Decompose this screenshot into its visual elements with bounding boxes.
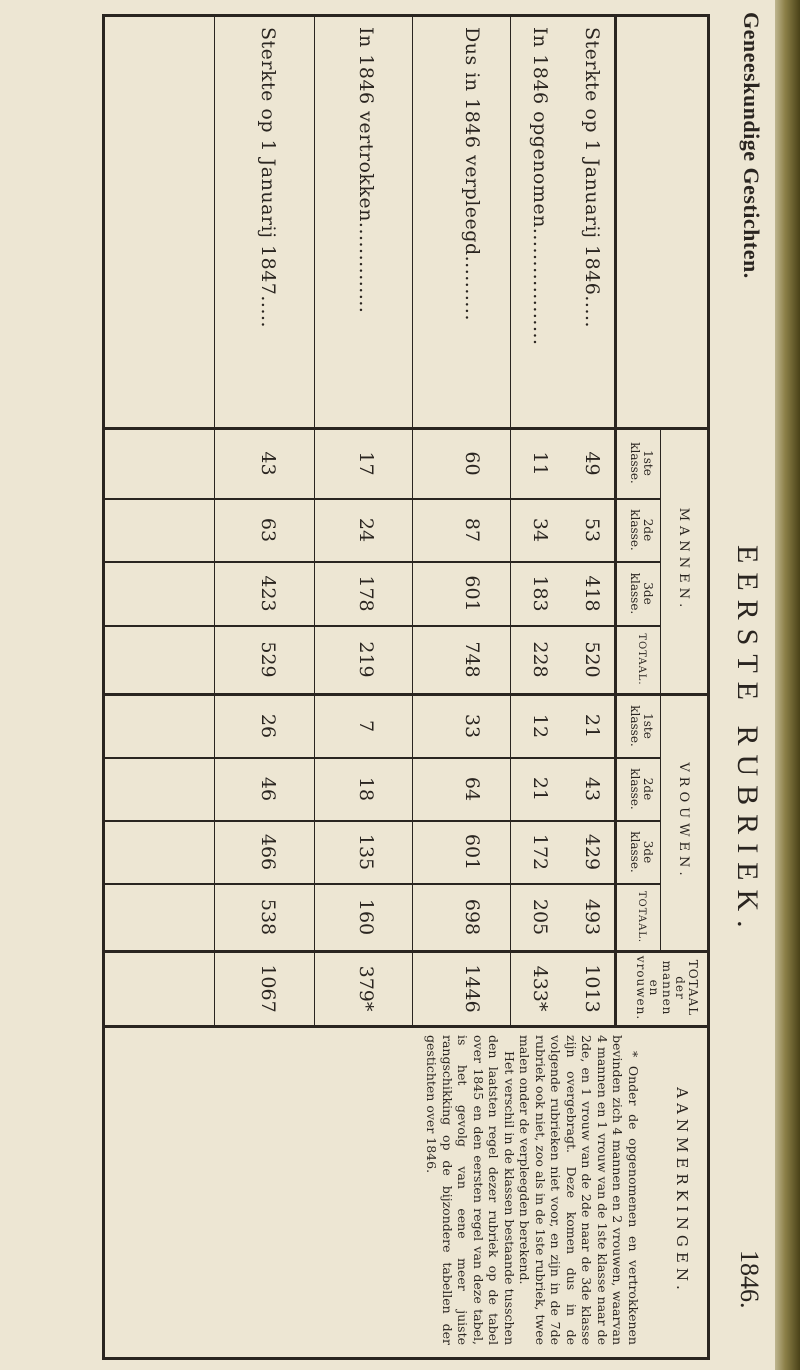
table-cell: 379* xyxy=(355,965,377,1012)
table-cell: 49 xyxy=(581,451,603,476)
aanmerkingen-notes xyxy=(424,1035,641,1345)
table-cell: 219 xyxy=(355,641,377,678)
table-cell: 24 xyxy=(355,517,377,543)
table-cell: 34 xyxy=(529,517,551,543)
row-label-sterkte-1846: Sterkte op 1 Januarij 1846..... xyxy=(581,27,603,329)
table-cell: 205 xyxy=(529,898,551,936)
header-totaal: TOTAAL der mannen en vrouwen. xyxy=(634,955,700,1021)
table-cell: 228 xyxy=(529,641,551,678)
table-cell: 60 xyxy=(461,451,483,476)
table-cell: 466 xyxy=(257,833,279,871)
statistics-table xyxy=(102,14,710,1360)
row-label-vertrokken: In 1846 vertrokken.............. xyxy=(355,27,377,314)
table-cell: 17 xyxy=(355,451,377,476)
table-cell: 43 xyxy=(257,451,279,476)
table-cell: 1446 xyxy=(461,964,483,1013)
table-cell: 418 xyxy=(581,575,603,612)
table-cell: 433* xyxy=(529,965,551,1012)
table-cell: 748 xyxy=(461,641,483,678)
running-head-left: Geneeskundige Gestichten. xyxy=(739,12,764,279)
table-cell: 87 xyxy=(461,517,483,543)
table-cell: 26 xyxy=(257,713,279,739)
header-mannen: MANNEN. xyxy=(676,507,691,613)
row-label-opgenomen: In 1846 opgenomen.................. xyxy=(529,27,551,346)
note-paragraph: Het verschil in de klassen bestaande tusschen den laatsten regel dezer rubriek op de tabel over 1845 en den eersten regel van deze tabel, is het gevolg van eene meer juiste rangschikking op de bijzondere tabellen der gestichten over 1846. xyxy=(424,1035,517,1345)
table-cell: 172 xyxy=(529,833,551,871)
subheader-men-class-2: 2de klasse. xyxy=(628,509,655,551)
header-vrouwen: VROUWEN. xyxy=(676,762,691,881)
table-cell: 493 xyxy=(581,898,603,936)
table-cell: 7 xyxy=(355,719,377,733)
subheader-women-class-1: 1ste klasse. xyxy=(628,705,655,747)
table-cell: 160 xyxy=(355,898,377,936)
table-cell: 43 xyxy=(581,776,603,802)
note-paragraph: * Onder de opgenomenen en vertrokkenen bevinden zich 4 mannen en 2 vrouwen, waarvan 4 mannen en 1 vrouw van de 1ste klasse naar de 2de, en 1 vrouw van de 2de naar de 3de klasse zijn overgebragt. Deze komen dus in de volgende rubrieken niet voor, en zijn in de 7de rubriek ook niet, zoo als in de 1ste rubriek, twee malen onder de verpleegden berekend. xyxy=(517,1035,641,1345)
table-cell: 698 xyxy=(461,898,483,936)
table-cell: 64 xyxy=(461,776,483,802)
row-label-sterkte-1847: Sterkte op 1 Januarij 1847..... xyxy=(257,27,279,329)
table-cell: 1067 xyxy=(257,964,279,1013)
table-cell: 1013 xyxy=(581,964,603,1013)
running-head-title: EERSTE RUBRIEK. xyxy=(731,545,764,937)
subheader-women-total: TOTAAL. xyxy=(636,890,647,944)
running-head-year: 1846. xyxy=(735,1250,764,1309)
table-cell: 601 xyxy=(461,833,483,871)
subheader-men-class-1: 1ste klasse. xyxy=(628,442,655,484)
table-cell: 135 xyxy=(355,833,377,871)
header-aanmerkingen: AANMERKINGEN. xyxy=(673,1087,691,1295)
table-cell: 520 xyxy=(581,641,603,678)
running-head xyxy=(718,0,770,1370)
table-cell: 18 xyxy=(355,776,377,802)
subheader-men-total: TOTAAL. xyxy=(636,633,647,686)
row-label-verpleegd: Dus in 1846 verpleegd.......... xyxy=(461,27,483,322)
table-cell: 538 xyxy=(257,898,279,936)
table-cell: 423 xyxy=(257,575,279,612)
table-cell: 178 xyxy=(355,575,377,612)
book-spine xyxy=(775,0,800,1370)
table-cell: 21 xyxy=(581,713,603,739)
table-cell: 53 xyxy=(581,517,603,543)
table-cell: 11 xyxy=(529,451,551,476)
table-cell: 529 xyxy=(257,641,279,678)
table-cell: 33 xyxy=(461,713,483,739)
subheader-women-class-2: 2de klasse. xyxy=(628,768,655,810)
table-cell: 21 xyxy=(529,776,551,802)
table-cell: 183 xyxy=(529,575,551,612)
table-cell: 601 xyxy=(461,575,483,612)
table-cell: 429 xyxy=(581,833,603,871)
table-cell: 63 xyxy=(257,517,279,543)
subheader-women-class-3: 3de klasse. xyxy=(628,831,655,873)
rotated-page-content xyxy=(90,0,770,1370)
table-cell: 46 xyxy=(257,776,279,802)
table-cell: 12 xyxy=(529,713,551,739)
subheader-men-class-3: 3de klasse. xyxy=(628,572,655,615)
